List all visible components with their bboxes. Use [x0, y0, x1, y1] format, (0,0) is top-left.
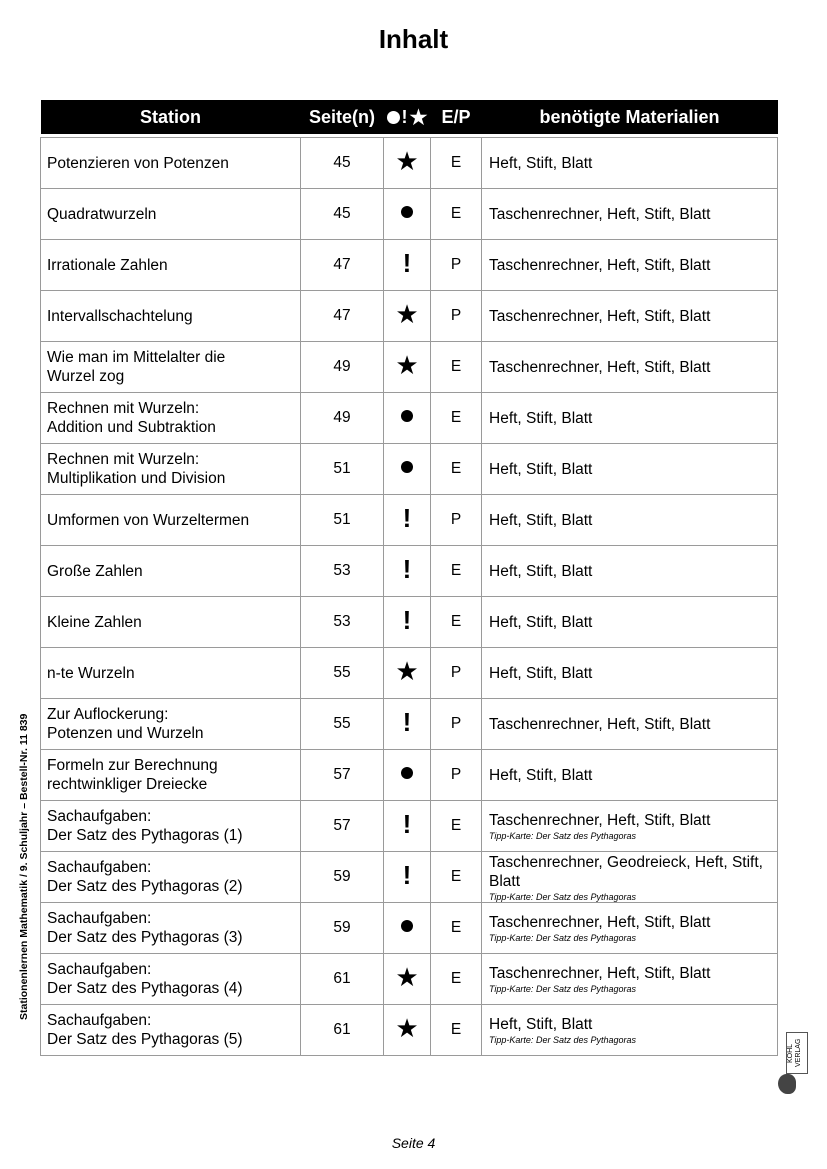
materials-text: Heft, Stift, Blatt: [489, 409, 593, 427]
station-name-line: Wie man im Mittelalter die: [47, 349, 226, 366]
materials-text: Heft, Stift, Blatt: [489, 664, 593, 682]
ep-cell: P: [431, 291, 482, 342]
table-row: [41, 903, 778, 954]
materials-text: Taschenrechner, Heft, Stift, Blatt: [489, 965, 711, 982]
star-icon: ★: [395, 299, 419, 329]
table-row: [41, 954, 778, 1005]
page-cell: 49: [301, 342, 384, 393]
station-cell: [41, 546, 301, 597]
ep-cell: E: [431, 1005, 482, 1056]
table-row: [41, 750, 778, 801]
table-row: [41, 189, 778, 240]
materials-text: Taschenrechner, Heft, Stift, Blatt: [489, 205, 711, 223]
station-cell: [41, 240, 301, 291]
station-name-line: Potenzen und Wurzeln: [47, 725, 204, 742]
header-symbols: [384, 100, 431, 134]
ep-cell: E: [431, 801, 482, 852]
dot-icon: [387, 111, 400, 124]
tipp-note: Tipp-Karte: Der Satz des Pythagoras: [489, 891, 636, 902]
station-cell: [41, 495, 301, 546]
station-cell: [41, 750, 301, 801]
materials-cell: [482, 240, 778, 291]
page-cell: 57: [301, 750, 384, 801]
materials-cell: [482, 393, 778, 444]
page-cell: 61: [301, 954, 384, 1005]
table-row: [41, 138, 778, 189]
station-name-line: Multiplikation und Division: [47, 470, 226, 487]
station-cell: [41, 954, 301, 1005]
contents-table: [40, 100, 778, 1056]
ep-cell: E: [431, 903, 482, 954]
exclamation-icon: !: [402, 248, 412, 278]
ep-cell: E: [431, 444, 482, 495]
page-cell: 49: [301, 393, 384, 444]
table-row: [41, 444, 778, 495]
materials-text: Heft, Stift, Blatt: [489, 1016, 593, 1033]
ep-cell: E: [431, 852, 482, 903]
page-cell: 45: [301, 189, 384, 240]
table-row: [41, 240, 778, 291]
dot-icon: [401, 767, 413, 779]
materials-cell: [482, 495, 778, 546]
station-name-line: Zur Auflockerung:: [47, 706, 169, 723]
ep-cell: P: [431, 648, 482, 699]
materials-text: Heft, Stift, Blatt: [489, 613, 593, 631]
station-name-line: Rechnen mit Wurzeln:: [47, 400, 200, 417]
station-name-line: rechtwinkliger Dreiecke: [47, 776, 208, 793]
materials-text: Heft, Stift, Blatt: [489, 460, 593, 478]
star-icon: ★: [409, 106, 428, 129]
materials-cell: [482, 342, 778, 393]
ep-cell: E: [431, 189, 482, 240]
star-icon: ★: [395, 1013, 419, 1043]
page-cell: 55: [301, 648, 384, 699]
tipp-note: Tipp-Karte: Der Satz des Pythagoras: [489, 831, 636, 841]
side-series-label: Stationenlernen Mathematik / 9. Schuljahr – Bestell-Nr. 11 839: [18, 713, 30, 1020]
station-name-line: Irrationale Zahlen: [47, 256, 168, 274]
header-seiten: Seite(n): [301, 100, 384, 134]
ep-cell: P: [431, 495, 482, 546]
station-name-line: Kleine Zahlen: [47, 613, 142, 631]
tipp-note: Tipp-Karte: Der Satz des Pythagoras: [489, 1035, 636, 1045]
materials-cell: [482, 648, 778, 699]
station-name-line: Intervallschachtelung: [47, 307, 193, 325]
station-name-line: Große Zahlen: [47, 562, 143, 580]
difficulty-cell: [384, 954, 431, 1005]
station-name-line: Quadratwurzeln: [47, 205, 157, 223]
ep-cell: P: [431, 750, 482, 801]
station-name-line: Der Satz des Pythagoras (3): [47, 929, 243, 946]
table-row: [41, 1005, 778, 1056]
station-name-line: Der Satz des Pythagoras (1): [47, 827, 243, 844]
station-cell: [41, 801, 301, 852]
exclamation-icon: !: [402, 707, 412, 737]
page-cell: 45: [301, 138, 384, 189]
page-cell: 55: [301, 699, 384, 750]
table-row: [41, 546, 778, 597]
page-cell: 57: [301, 801, 384, 852]
materials-cell: [482, 750, 778, 801]
page-cell: 61: [301, 1005, 384, 1056]
exclamation-icon: !: [402, 605, 412, 635]
materials-text: Taschenrechner, Heft, Stift, Blatt: [489, 715, 711, 733]
materials-text: Taschenrechner, Geodreieck, Heft, Stift, Blatt: [489, 853, 763, 890]
station-cell: [41, 189, 301, 240]
difficulty-cell: [384, 291, 431, 342]
page-cell: 51: [301, 495, 384, 546]
materials-text: Taschenrechner, Heft, Stift, Blatt: [489, 914, 711, 931]
difficulty-cell: [384, 852, 431, 903]
page-cell: 47: [301, 240, 384, 291]
station-cell: [41, 903, 301, 954]
materials-text: Heft, Stift, Blatt: [489, 562, 593, 580]
difficulty-cell: [384, 495, 431, 546]
difficulty-cell: [384, 750, 431, 801]
station-name-line: Der Satz des Pythagoras (2): [47, 878, 243, 895]
tipp-note: Tipp-Karte: Der Satz des Pythagoras: [489, 984, 636, 994]
exclamation-icon: !: [402, 809, 412, 839]
station-cell: [41, 648, 301, 699]
materials-text: Taschenrechner, Heft, Stift, Blatt: [489, 812, 711, 829]
star-icon: ★: [395, 350, 419, 380]
table-row: [41, 291, 778, 342]
table-row: [41, 597, 778, 648]
dot-icon: [401, 461, 413, 473]
materials-cell: [482, 852, 778, 903]
station-name-line: Addition und Subtraktion: [47, 419, 216, 436]
materials-text: Heft, Stift, Blatt: [489, 154, 593, 172]
station-name-line: Sachaufgaben:: [47, 808, 152, 825]
difficulty-cell: [384, 801, 431, 852]
materials-text: Taschenrechner, Heft, Stift, Blatt: [489, 307, 711, 325]
materials-cell: [482, 597, 778, 648]
star-icon: ★: [395, 146, 419, 176]
difficulty-cell: [384, 138, 431, 189]
materials-cell: [482, 1005, 778, 1056]
star-icon: ★: [395, 656, 419, 686]
table-header-row: [41, 100, 778, 134]
materials-cell: [482, 189, 778, 240]
dot-icon: [401, 410, 413, 422]
station-cell: [41, 1005, 301, 1056]
ep-cell: E: [431, 342, 482, 393]
materials-cell: [482, 444, 778, 495]
page-cell: 53: [301, 597, 384, 648]
ep-cell: P: [431, 240, 482, 291]
publisher-logo: KOHL VERLAG: [786, 1032, 808, 1074]
table-row: [41, 495, 778, 546]
materials-cell: [482, 954, 778, 1005]
station-name-line: Sachaufgaben:: [47, 910, 152, 927]
materials-cell: [482, 801, 778, 852]
materials-text: Taschenrechner, Heft, Stift, Blatt: [489, 256, 711, 274]
exclamation-icon: !: [402, 860, 412, 890]
table-row: [41, 852, 778, 903]
ep-cell: E: [431, 597, 482, 648]
header-ep: E/P: [431, 100, 482, 134]
ep-cell: E: [431, 546, 482, 597]
difficulty-cell: [384, 546, 431, 597]
station-name-line: Potenzieren von Potenzen: [47, 154, 229, 172]
difficulty-cell: [384, 1005, 431, 1056]
ep-cell: E: [431, 138, 482, 189]
table-row: [41, 393, 778, 444]
ep-cell: E: [431, 393, 482, 444]
difficulty-cell: [384, 393, 431, 444]
station-name-line: Rechnen mit Wurzeln:: [47, 451, 200, 468]
page-cell: 47: [301, 291, 384, 342]
materials-cell: [482, 291, 778, 342]
table-row: [41, 342, 778, 393]
dot-icon: [401, 206, 413, 218]
materials-cell: [482, 903, 778, 954]
station-name-line: Wurzel zog: [47, 368, 125, 385]
dot-icon: [401, 920, 413, 932]
table-row: [41, 801, 778, 852]
station-name-line: Sachaufgaben:: [47, 859, 152, 876]
page-number: Seite 4: [391, 1135, 436, 1151]
star-icon: ★: [395, 962, 419, 992]
page-cell: 51: [301, 444, 384, 495]
materials-text: Taschenrechner, Heft, Stift, Blatt: [489, 358, 711, 376]
station-name-line: n-te Wurzeln: [47, 664, 135, 682]
publisher-mark-icon: [778, 1074, 796, 1094]
exclamation-icon: !: [402, 503, 412, 533]
station-name-line: Sachaufgaben:: [47, 961, 152, 978]
page-cell: 59: [301, 903, 384, 954]
station-name-line: Der Satz des Pythagoras (5): [47, 1031, 243, 1048]
page-cell: 59: [301, 852, 384, 903]
station-cell: [41, 291, 301, 342]
exclamation-icon: !: [401, 106, 408, 127]
difficulty-cell: [384, 648, 431, 699]
station-cell: [41, 138, 301, 189]
difficulty-cell: [384, 903, 431, 954]
station-name-line: Sachaufgaben:: [47, 1012, 152, 1029]
station-cell: [41, 342, 301, 393]
difficulty-cell: [384, 597, 431, 648]
station-cell: [41, 699, 301, 750]
difficulty-cell: [384, 699, 431, 750]
page-title: Inhalt: [378, 24, 449, 54]
materials-cell: [482, 699, 778, 750]
difficulty-cell: [384, 189, 431, 240]
tipp-note: Tipp-Karte: Der Satz des Pythagoras: [489, 933, 636, 943]
station-name-line: Formeln zur Berechnung: [47, 757, 218, 774]
ep-cell: E: [431, 954, 482, 1005]
table-row: [41, 648, 778, 699]
difficulty-cell: [384, 240, 431, 291]
materials-cell: [482, 546, 778, 597]
header-materials: benötigte Materialien: [482, 100, 778, 134]
station-cell: [41, 393, 301, 444]
station-cell: [41, 597, 301, 648]
exclamation-icon: !: [402, 554, 412, 584]
materials-cell: [482, 138, 778, 189]
materials-text: Heft, Stift, Blatt: [489, 511, 593, 529]
station-name-line: Der Satz des Pythagoras (4): [47, 980, 243, 997]
ep-cell: P: [431, 699, 482, 750]
difficulty-cell: [384, 342, 431, 393]
page-cell: 53: [301, 546, 384, 597]
station-cell: [41, 852, 301, 903]
station-name-line: Umformen von Wurzeltermen: [47, 511, 250, 529]
table-row: [41, 699, 778, 750]
materials-text: Heft, Stift, Blatt: [489, 766, 593, 784]
difficulty-cell: [384, 444, 431, 495]
header-station: Station: [41, 100, 301, 134]
station-cell: [41, 444, 301, 495]
